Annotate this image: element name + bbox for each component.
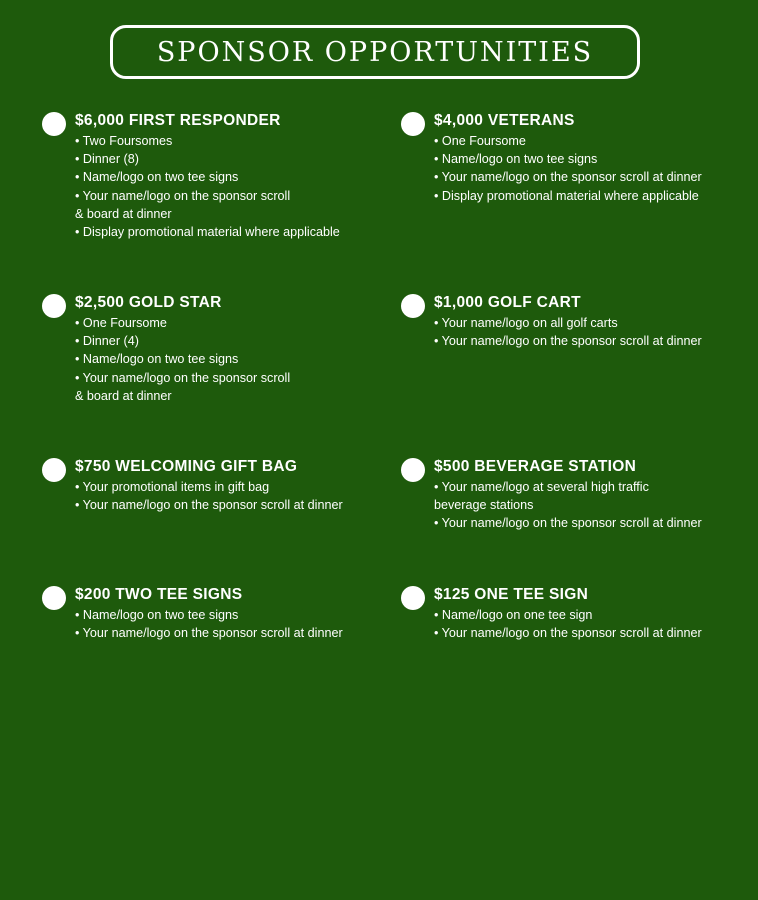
benefit-item: • Display promotional material where applicable xyxy=(75,225,340,240)
circle-bullet-icon xyxy=(42,458,66,482)
tier-heading: $500 BEVERAGE STATION xyxy=(434,458,637,475)
benefit-item: • Your name/logo on the sponsor scroll at dinner xyxy=(75,498,343,513)
benefit-item: • Dinner (8) xyxy=(75,152,139,167)
benefit-list xyxy=(434,478,734,533)
circle-bullet-icon xyxy=(42,112,66,136)
benefit-item: • Your name/logo on the sponsor scroll xyxy=(75,188,291,203)
tier-heading: $750 WELCOMING GIFT BAG xyxy=(75,458,298,475)
circle-bullet-icon xyxy=(401,112,425,136)
benefit-item-continued: & board at dinner xyxy=(75,206,172,221)
benefit-item: • Name/logo on one tee sign xyxy=(434,608,593,622)
benefit-list xyxy=(434,606,734,642)
circle-bullet-icon xyxy=(42,294,66,318)
circle-bullet-icon xyxy=(401,586,425,610)
benefit-item: • Your name/logo on the sponsor scroll at dinner xyxy=(434,170,702,185)
benefit-item: • Your name/logo on the sponsor scroll at dinner xyxy=(434,516,702,531)
benefit-item-continued: beverage stations xyxy=(434,498,534,513)
benefit-item: • Name/logo on two tee signs xyxy=(75,608,239,622)
benefit-item: • Your name/logo on the sponsor scroll at dinner xyxy=(75,626,343,641)
tier-heading: $200 TWO TEE SIGNS xyxy=(75,586,243,603)
benefit-list xyxy=(434,314,734,350)
benefit-item: • Name/logo on two tee signs xyxy=(75,352,239,367)
benefit-list xyxy=(75,132,375,241)
benefit-item: • Your promotional items in gift bag xyxy=(75,480,270,494)
benefit-item: • Name/logo on two tee signs xyxy=(75,170,239,185)
benefit-item: • Display promotional material where applicable xyxy=(434,188,699,203)
benefit-item: • Your name/logo on all golf carts xyxy=(434,316,618,330)
tier-heading: $2,500 GOLD STAR xyxy=(75,294,222,311)
tier-heading: $6,000 FIRST RESPONDER xyxy=(75,112,281,129)
benefit-item: • Two Foursomes xyxy=(75,134,173,148)
circle-bullet-icon xyxy=(42,586,66,610)
benefit-item: • Name/logo on two tee signs xyxy=(434,152,598,167)
benefit-list xyxy=(434,132,734,205)
benefit-item: • Dinner (4) xyxy=(75,334,139,349)
benefit-item: • One Foursome xyxy=(75,316,167,330)
tier-heading: $1,000 GOLF CART xyxy=(434,294,581,311)
circle-bullet-icon xyxy=(401,294,425,318)
benefit-list xyxy=(75,478,375,514)
circle-bullet-icon xyxy=(401,458,425,482)
benefit-item: • Your name/logo at several high traffic xyxy=(434,480,649,494)
benefit-item: • Your name/logo on the sponsor scroll at dinner xyxy=(434,626,702,641)
benefit-item: • Your name/logo on the sponsor scroll at dinner xyxy=(434,334,702,349)
tier-heading: $125 ONE TEE SIGN xyxy=(434,586,589,603)
benefit-item: • One Foursome xyxy=(434,134,526,148)
title-banner xyxy=(110,25,640,79)
benefit-list xyxy=(75,314,375,405)
page-title: SPONSOR OPPORTUNITIES xyxy=(156,36,594,68)
tier-heading: $4,000 VETERANS xyxy=(434,112,575,129)
benefit-item: • Your name/logo on the sponsor scroll xyxy=(75,370,291,385)
benefit-list xyxy=(75,606,375,642)
benefit-item-continued: & board at dinner xyxy=(75,388,172,403)
